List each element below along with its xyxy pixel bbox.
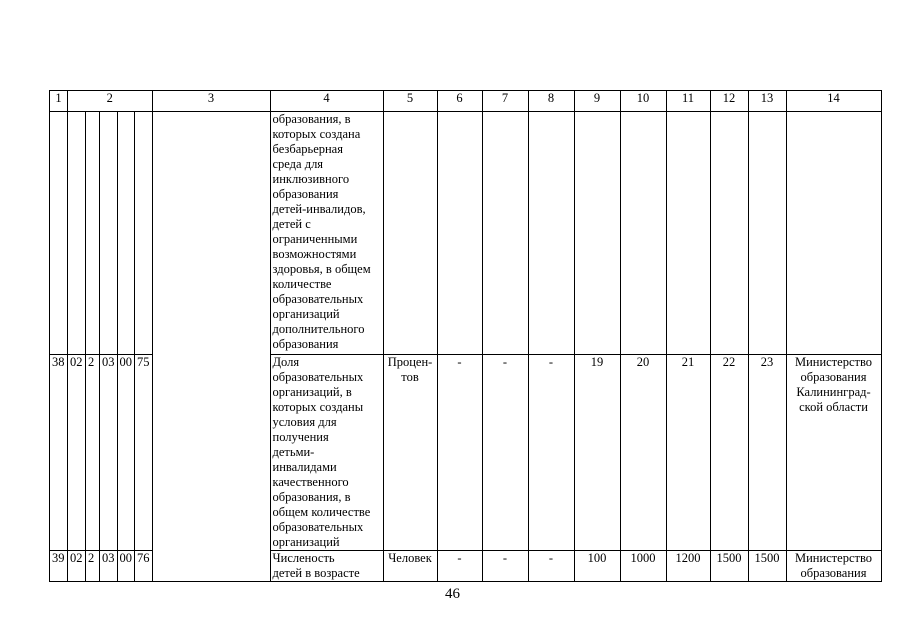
indicator-line: образовательных <box>272 520 364 534</box>
indicator-line: которых созданы <box>272 400 364 414</box>
value-cell: 1500 <box>748 551 786 582</box>
code-cell: 02 <box>68 355 86 551</box>
indicator-line: здоровья, в общем <box>272 262 371 276</box>
unit-line: тов <box>401 370 419 384</box>
code-cell: 00 <box>117 551 135 582</box>
indicator-line: организаций <box>272 535 340 549</box>
row-number: 38 <box>50 355 68 551</box>
indicator-line: получения <box>272 430 329 444</box>
code-cell: 03 <box>100 355 118 551</box>
indicator-line: образовательных <box>272 292 364 306</box>
header-cell: 13 <box>748 91 786 112</box>
value-cell: - <box>437 355 482 551</box>
unit-cell <box>383 551 437 582</box>
value-cell: 23 <box>748 355 786 551</box>
header-cell: 1 <box>50 91 68 112</box>
indicator-line: детей в возрасте <box>272 566 360 580</box>
indicator-line: возможностями <box>272 247 357 261</box>
value-cell: - <box>528 551 574 582</box>
header-cell: 6 <box>437 91 482 112</box>
code-cell: 03 <box>100 551 118 582</box>
unit-cell <box>383 355 437 551</box>
empty-col3-cell <box>152 112 270 582</box>
responsible-cell <box>786 551 881 582</box>
code-cell: 00 <box>117 355 135 551</box>
indicator-cell <box>270 355 383 551</box>
header-cell: 3 <box>152 91 270 112</box>
responsible-line: образования <box>800 370 867 384</box>
indicator-line: образования, в <box>272 490 351 504</box>
indicator-line: Численость <box>272 551 335 565</box>
indicator-line: инвалидами <box>272 460 337 474</box>
indicator-cell <box>270 551 383 582</box>
header-cell: 12 <box>710 91 748 112</box>
indicator-cell <box>270 112 383 355</box>
indicator-line: инклюзивного <box>272 172 350 186</box>
indicator-line: качественного <box>272 475 349 489</box>
header-cell: 5 <box>383 91 437 112</box>
indicator-line: безбарьерная <box>272 142 343 156</box>
responsible-cell <box>786 355 881 551</box>
indicator-line: детей с <box>272 217 311 231</box>
page-number: 46 <box>445 586 460 602</box>
header-cell: 4 <box>270 91 383 112</box>
indicator-line: детьми- <box>272 445 315 459</box>
code-cell: 76 <box>135 551 153 582</box>
value-cell: 1500 <box>710 551 748 582</box>
responsible-line: Министерство <box>794 355 873 369</box>
header-cell: 2 <box>68 91 153 112</box>
value-cell: 100 <box>574 551 620 582</box>
indicator-line: Доля <box>272 355 300 369</box>
value-cell: - <box>528 355 574 551</box>
indicator-line: условия для <box>272 415 337 429</box>
indicator-line: дополнительного <box>272 322 365 336</box>
header-cell: 7 <box>482 91 528 112</box>
continuation-row <box>50 112 882 355</box>
indicator-line: организаций, в <box>272 385 352 399</box>
indicator-line: образования, в <box>272 112 351 126</box>
header-cell: 9 <box>574 91 620 112</box>
value-cell: 1000 <box>620 551 666 582</box>
header-cell: 8 <box>528 91 574 112</box>
header-cell: 10 <box>620 91 666 112</box>
code-cell: 2 <box>86 551 100 582</box>
indicator-line: образования <box>272 187 339 201</box>
indicator-line: организаций <box>272 307 340 321</box>
indicator-line: количестве <box>272 277 332 291</box>
indicator-line: образования <box>272 337 339 351</box>
value-cell: 22 <box>710 355 748 551</box>
value-cell: - <box>482 355 528 551</box>
row-number: 39 <box>50 551 68 582</box>
indicator-line: образовательных <box>272 370 364 384</box>
value-cell: 20 <box>620 355 666 551</box>
value-cell: 1200 <box>666 551 710 582</box>
value-cell: - <box>437 551 482 582</box>
header-cell: 11 <box>666 91 710 112</box>
unit-line: Процен- <box>387 355 433 369</box>
responsible-line: Калининград- <box>796 385 871 399</box>
unit-line: Человек <box>388 551 432 565</box>
indicator-line: детей-инвалидов, <box>272 202 366 216</box>
header-cell: 14 <box>786 91 881 112</box>
code-cell: 2 <box>86 355 100 551</box>
value-cell: 21 <box>666 355 710 551</box>
responsible-line: образования <box>800 566 867 580</box>
code-cell: 75 <box>135 355 153 551</box>
program-indicators-table <box>49 90 882 582</box>
indicator-line: ограниченными <box>272 232 358 246</box>
indicator-line: среда для <box>272 157 324 171</box>
value-cell: 19 <box>574 355 620 551</box>
code-cell: 02 <box>68 551 86 582</box>
responsible-line: Министерство <box>794 551 873 565</box>
indicator-line: которых создана <box>272 127 361 141</box>
responsible-line: ской области <box>799 400 868 414</box>
indicator-line: общем количестве <box>272 505 371 519</box>
header-row <box>50 91 882 112</box>
value-cell: - <box>482 551 528 582</box>
